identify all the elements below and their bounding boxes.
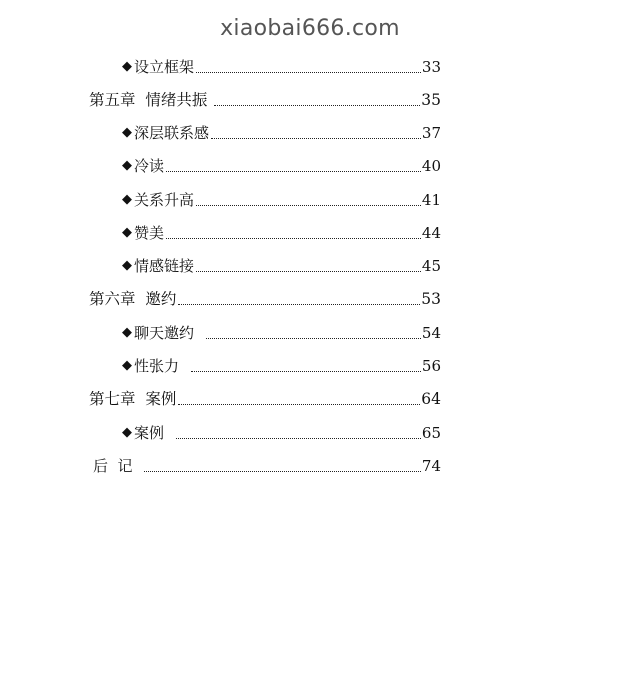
dot-leader [196, 72, 421, 73]
dot-leader [166, 171, 421, 172]
dot-leader [178, 304, 420, 305]
toc-entry-section [122, 222, 441, 244]
toc-entry-page: 35 [421, 91, 441, 109]
diamond-bullet-icon: ◆ [122, 59, 132, 74]
toc-entry-page: 74 [421, 457, 441, 475]
toc-entry-page: 45 [421, 257, 441, 275]
toc-entry-label: 案例 [134, 424, 174, 442]
dot-leader [178, 404, 420, 405]
toc-entry-section [122, 255, 441, 277]
diamond-bullet-icon: ◆ [122, 125, 132, 140]
toc-entry-page: 37 [421, 124, 441, 142]
toc-entry-page: 44 [421, 224, 441, 242]
toc-chapter-label: 第六章 邀约 [89, 290, 177, 308]
toc-entry-label: 冷读 [134, 157, 165, 175]
toc-entry-section [122, 422, 441, 444]
toc-entry-page: 65 [421, 424, 441, 442]
toc-entry-page: 54 [421, 324, 441, 342]
toc-entry-page: 64 [421, 390, 441, 408]
toc-entry-page: 41 [421, 191, 441, 209]
diamond-bullet-icon: ◆ [122, 258, 132, 273]
diamond-bullet-icon: ◆ [122, 358, 132, 373]
toc-entry-page: 56 [421, 357, 441, 375]
toc-entry-section [122, 322, 441, 344]
toc-entry-label: 设立框架 [134, 58, 195, 76]
dot-leader [166, 238, 421, 239]
toc-entry-page: 33 [421, 58, 441, 76]
toc-entry-section [122, 122, 441, 144]
toc-entry-label: 聊天邀约 [134, 324, 204, 342]
toc-entry-section [122, 355, 441, 377]
diamond-bullet-icon: ◆ [122, 425, 132, 440]
toc-entry-page: 40 [421, 157, 441, 175]
toc-entry-label: 性张力 [134, 357, 189, 375]
toc-entry-chapter [89, 388, 441, 410]
toc-entry-page: 53 [421, 290, 441, 308]
dot-leader [196, 205, 421, 206]
dot-leader [176, 438, 421, 439]
dot-leader [211, 138, 421, 139]
toc-entry-label: 深层联系感 [134, 124, 210, 142]
dot-leader [206, 338, 421, 339]
toc-chapter-label: 第七章 案例 [89, 390, 177, 408]
diamond-bullet-icon: ◆ [122, 158, 132, 173]
diamond-bullet-icon: ◆ [122, 192, 132, 207]
dot-leader [214, 105, 420, 106]
dot-leader [196, 271, 421, 272]
diamond-bullet-icon: ◆ [122, 325, 132, 340]
toc-entry-label: 关系升高 [134, 191, 195, 209]
toc-entry-label: 情感链接 [134, 257, 195, 275]
toc-entry-afterword [93, 455, 441, 477]
toc-entry-label: 赞美 [134, 224, 165, 242]
toc-chapter-label: 第五章 情绪共振 [89, 91, 213, 109]
toc-entry-section [122, 56, 441, 78]
dot-leader [144, 471, 421, 472]
toc-entry-section [122, 189, 441, 211]
toc-entry-section [122, 155, 441, 177]
dot-leader [191, 371, 421, 372]
toc-entry-chapter [89, 89, 441, 111]
toc-entry-chapter [89, 288, 441, 310]
diamond-bullet-icon: ◆ [122, 225, 132, 240]
watermark: xiaobai666.com [220, 16, 400, 41]
toc-afterword-label: 后 记 [93, 457, 143, 475]
